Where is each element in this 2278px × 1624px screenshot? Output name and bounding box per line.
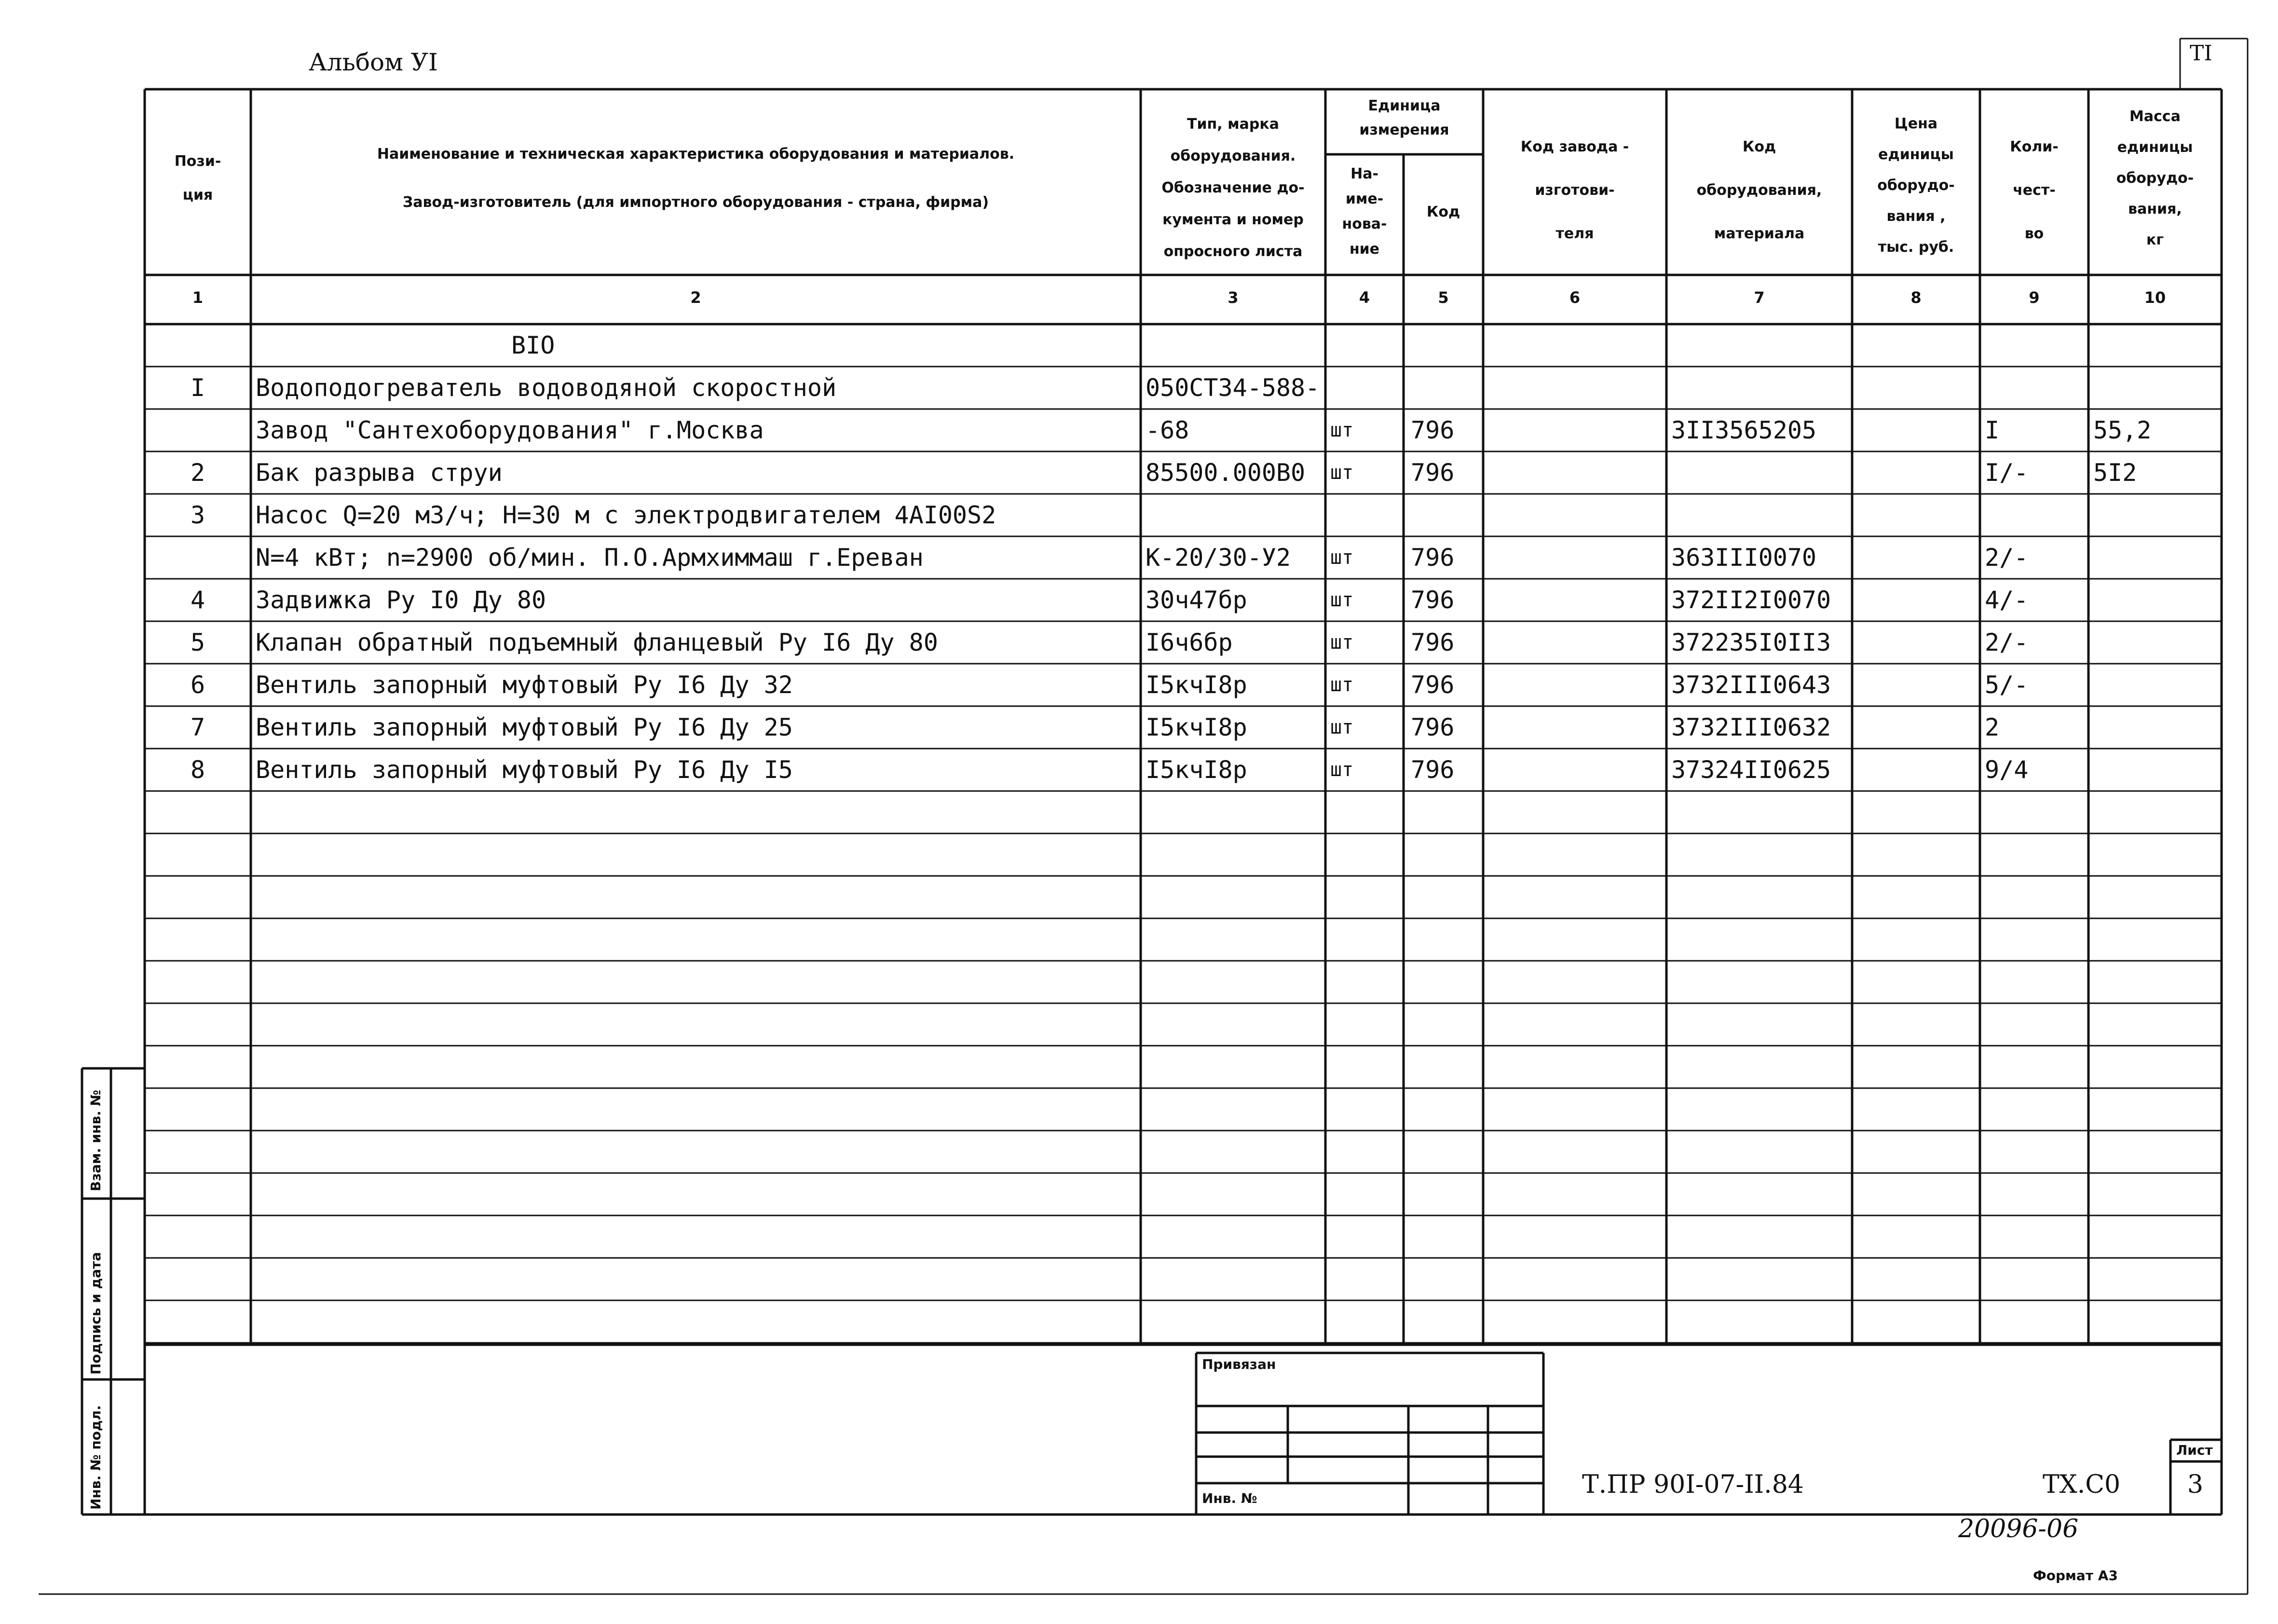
row-unit: шт [1330, 759, 1354, 781]
row-equipment-code: 3732III0632 [1671, 713, 1831, 741]
header-price-line: единицы [1878, 146, 1954, 163]
header-mass [2088, 101, 2222, 256]
header-name [251, 130, 1141, 227]
header-mass-line: Масса [2129, 108, 2181, 125]
row-name: Насос Q=20 м3/ч; Н=30 м с электродвигателем 4АI00S2 [256, 501, 996, 529]
header-mass-line: кг [2146, 232, 2164, 248]
row-unit-code: 796 [1411, 416, 1455, 444]
column-number: 8 [1910, 288, 1922, 307]
header-equipment-code-line: Код [1742, 138, 1776, 155]
row-equipment-code: 372235I0II3 [1671, 628, 1831, 656]
header-name-line: Наименование и техническая характеристика оборудования и материалов. [377, 146, 1015, 163]
row-position: 6 [190, 671, 205, 699]
row-position: 7 [190, 713, 205, 741]
header-equipment-code-line: оборудования, [1696, 182, 1822, 199]
row-position: 3 [190, 501, 205, 529]
column-number: 9 [2029, 288, 2040, 307]
column-number: 1 [192, 288, 204, 307]
row-type: 85500.000В0 [1146, 459, 1306, 487]
header-factory-code-line: изготови- [1535, 182, 1615, 199]
row-unit-code: 796 [1411, 671, 1455, 699]
row-equipment-code: 37324II0625 [1671, 756, 1831, 784]
row-mass: 5I2 [2093, 459, 2137, 487]
header-unit-group-line: Единица [1368, 97, 1441, 114]
row-quantity: 2/- [1985, 628, 2029, 656]
row-unit-code: 796 [1411, 544, 1455, 572]
side-label-inv-original: Инв. № подл. [88, 1405, 104, 1510]
column-number: 3 [1228, 288, 1239, 307]
header-factory-code [1483, 125, 1666, 256]
header-unit-code [1404, 195, 1483, 229]
row-type: I5кчI8р [1146, 671, 1247, 699]
row-name: ВIО [511, 331, 555, 359]
header-type-line: кумента и номер [1162, 211, 1304, 228]
header-type-line: Тип, марка [1187, 116, 1279, 133]
row-type: I6ч6бр [1146, 628, 1233, 656]
row-quantity: I/- [1985, 459, 2029, 487]
header-name-line: Завод-изготовитель (для импортного оборудования - страна, фирма) [402, 194, 989, 211]
header-position-line: ция [182, 187, 213, 204]
row-type: I5кчI8р [1146, 756, 1247, 784]
column-number: 2 [690, 288, 701, 307]
row-unit: шт [1330, 631, 1354, 654]
row-type: -68 [1146, 416, 1189, 444]
side-label-replaced-inv: Взам. инв. № [88, 1090, 104, 1191]
row-position: 4 [190, 586, 205, 614]
column-number: 4 [1359, 288, 1370, 307]
header-quantity [1980, 125, 2088, 256]
row-position: 5 [190, 628, 205, 656]
header-type-line: оборудования. [1170, 148, 1296, 164]
sheet-number: 3 [2187, 1470, 2204, 1499]
header-quantity-line: чест- [2013, 182, 2056, 199]
header-unit-name-line: нова- [1342, 216, 1387, 232]
row-unit: шт [1330, 674, 1354, 696]
header-mass-line: вания, [2128, 201, 2182, 218]
corner-mark: ТI [2190, 41, 2212, 66]
row-name: N=4 кВт; n=2900 об/мин. П.О.Армхиммаш г.Ереван [256, 544, 924, 572]
row-equipment-code: 3732III0643 [1671, 671, 1831, 699]
side-label-signature-date: Подпись и дата [88, 1252, 104, 1375]
row-type: К-20/30-У2 [1146, 544, 1291, 572]
row-unit: шт [1330, 419, 1354, 441]
header-mass-line: единицы [2117, 139, 2193, 156]
row-name: Водоподогреватель водоводяной скоростной [256, 374, 837, 402]
header-unit-name-line: име- [1345, 191, 1384, 207]
header-unit-code-line: Код [1426, 204, 1460, 220]
row-equipment-code: 363III0070 [1671, 544, 1817, 572]
row-name: Вентиль запорный муфтовый Ру I6 Ду I5 [256, 756, 793, 784]
row-name: Вентиль запорный муфтовый Ру I6 Ду 25 [256, 713, 793, 741]
row-quantity: 5/- [1985, 671, 2029, 699]
header-equipment-code-line: материала [1714, 225, 1805, 242]
row-unit: шт [1330, 589, 1354, 611]
header-position-line: Пози- [174, 153, 221, 170]
row-quantity: I [1985, 416, 2000, 444]
header-price-line: вания , [1886, 208, 1946, 225]
row-quantity: 2 [1985, 713, 2000, 741]
row-quantity: 4/- [1985, 586, 2029, 614]
row-unit-code: 796 [1411, 586, 1455, 614]
row-position: I [190, 374, 205, 402]
row-unit-code: 796 [1411, 628, 1455, 656]
header-price-line: оборудо- [1877, 177, 1955, 194]
document-mark: ТХ.С0 [2043, 1470, 2121, 1499]
row-name: Вентиль запорный муфтовый Ру I6 Ду 32 [256, 671, 793, 699]
header-price-line: Цена [1894, 115, 1938, 132]
header-unit-name-line: На- [1350, 165, 1378, 182]
row-unit: шт [1330, 716, 1354, 738]
row-type: 050СТ34-588- [1146, 374, 1320, 402]
header-type-line: опросного листа [1163, 243, 1303, 260]
header-unit-name [1325, 162, 1404, 262]
document-code: Т.ПР 90I-07-II.84 [1582, 1470, 1804, 1499]
row-unit: шт [1330, 462, 1354, 484]
row-unit-code: 796 [1411, 713, 1455, 741]
header-position [145, 145, 251, 212]
header-unit-name-line: ние [1349, 241, 1380, 258]
header-equipment-code [1666, 125, 1852, 256]
row-quantity: 2/- [1985, 544, 2029, 572]
row-name: Бак разрыва струи [256, 459, 503, 487]
stamp-inv-no-label: Инв. № [1202, 1490, 1257, 1506]
row-name: Клапан обратный подъемный фланцевый Ру I6 Ду 80 [256, 628, 938, 656]
handwritten-number: 20096-06 [1958, 1515, 2079, 1543]
row-type: 30ч47бр [1146, 586, 1247, 614]
column-number: 7 [1754, 288, 1765, 307]
header-price-line: тыс. руб. [1878, 239, 1954, 256]
stamp-attached-label: Привязан [1202, 1356, 1276, 1372]
header-unit-group [1325, 94, 1483, 142]
header-quantity-line: во [2024, 225, 2044, 242]
column-number: 5 [1438, 288, 1449, 307]
header-quantity-line: Коли- [2010, 138, 2059, 155]
header-price [1852, 109, 1980, 263]
row-mass: 55,2 [2093, 416, 2152, 444]
column-number: 10 [2144, 288, 2166, 307]
row-equipment-code: 372II2I0070 [1671, 586, 1831, 614]
row-unit-code: 796 [1411, 756, 1455, 784]
album-title: Альбом УI [309, 48, 438, 76]
row-quantity: 9/4 [1985, 756, 2029, 784]
paper-format: Формат А3 [2033, 1568, 2118, 1583]
header-factory-code-line: теля [1555, 225, 1594, 242]
row-type: I5кчI8р [1146, 713, 1247, 741]
row-name: Задвижка Ру I0 Ду 80 [256, 586, 546, 614]
row-name: Завод "Сантехоборудования" г.Москва [256, 416, 764, 444]
header-type-line: Обозначение до- [1161, 179, 1305, 196]
header-mass-line: оборудо- [2116, 170, 2194, 187]
row-position: 2 [190, 459, 205, 487]
column-number: 6 [1569, 288, 1581, 307]
sheet-label: Лист [2176, 1442, 2213, 1458]
header-factory-code-line: Код завода - [1520, 138, 1629, 155]
row-unit-code: 796 [1411, 459, 1455, 487]
row-equipment-code: 3II3565205 [1671, 416, 1817, 444]
header-unit-group-line: измерения [1359, 122, 1449, 138]
row-position: 8 [190, 756, 205, 784]
row-unit: шт [1330, 546, 1354, 569]
header-type [1141, 109, 1325, 268]
